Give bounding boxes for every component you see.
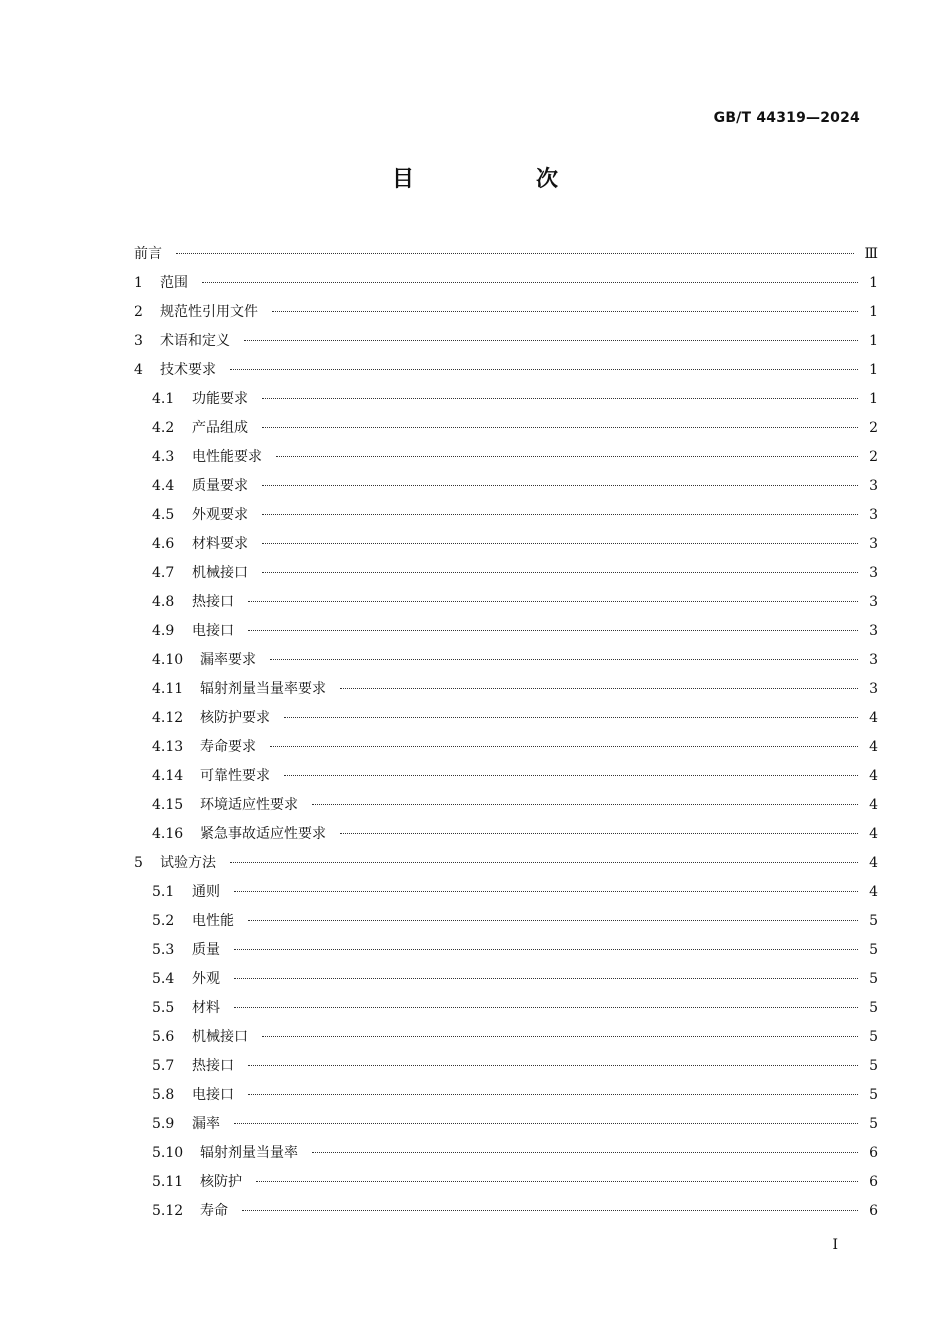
toc-entry-number: 4.1 — [152, 391, 175, 407]
toc-entry[interactable] — [134, 849, 878, 878]
toc-entry[interactable] — [134, 791, 878, 820]
toc-dot-leader — [284, 717, 858, 718]
toc-entry-label: 核防护 — [200, 1174, 242, 1190]
toc-dot-leader — [272, 311, 858, 312]
toc-entry-number: 5.4 — [152, 971, 175, 987]
toc-entry-label: 可靠性要求 — [200, 768, 270, 784]
toc-entry-number: 5.9 — [152, 1116, 175, 1132]
toc-dot-leader — [340, 688, 858, 689]
toc-dot-leader — [234, 949, 858, 950]
toc-entry-label: 寿命 — [200, 1203, 228, 1219]
toc-entry-page: Ⅲ — [864, 246, 878, 262]
toc-entry-page: 6 — [869, 1174, 878, 1190]
toc-entry-number: 4.3 — [152, 449, 175, 465]
toc-entry[interactable] — [134, 878, 878, 907]
toc-dot-leader — [262, 485, 858, 486]
toc-entry-page: 4 — [869, 826, 878, 842]
toc-entry-number: 1 — [134, 275, 143, 291]
toc-entry[interactable] — [134, 907, 878, 936]
toc-entry-page: 5 — [869, 1116, 878, 1132]
toc-entry[interactable] — [134, 675, 878, 704]
toc-entry[interactable] — [134, 820, 878, 849]
toc-entry[interactable] — [134, 617, 878, 646]
toc-entry[interactable] — [134, 443, 878, 472]
toc-dot-leader — [230, 862, 858, 863]
toc-entry-label: 技术要求 — [160, 362, 216, 378]
toc-entry-number: 4.11 — [152, 681, 184, 697]
toc-entry-page: 4 — [869, 797, 878, 813]
table-of-contents — [134, 240, 878, 1226]
toc-entry-label: 机械接口 — [192, 1029, 248, 1045]
toc-entry-label: 电性能要求 — [192, 449, 262, 465]
toc-entry[interactable] — [134, 1139, 878, 1168]
toc-entry-number: 5.3 — [152, 942, 175, 958]
toc-entry-label: 产品组成 — [192, 420, 248, 436]
toc-dot-leader — [276, 456, 858, 457]
toc-entry-page: 4 — [869, 884, 878, 900]
toc-entry-label: 术语和定义 — [160, 333, 230, 349]
toc-entry-page: 1 — [869, 333, 878, 349]
toc-entry-number: 3 — [134, 333, 143, 349]
toc-entry[interactable] — [134, 646, 878, 675]
toc-dot-leader — [234, 978, 858, 979]
toc-entry[interactable] — [134, 936, 878, 965]
toc-entry-number: 4 — [134, 362, 143, 378]
toc-entry[interactable] — [134, 472, 878, 501]
toc-entry-label: 漏率 — [192, 1116, 220, 1132]
toc-entry-number: 5.8 — [152, 1087, 175, 1103]
toc-entry-page: 1 — [869, 362, 878, 378]
toc-entry-label: 通则 — [192, 884, 220, 900]
toc-entry[interactable] — [134, 704, 878, 733]
toc-entry[interactable] — [134, 588, 878, 617]
toc-entry-page: 4 — [869, 768, 878, 784]
footer-page-number: Ⅰ — [832, 1237, 838, 1253]
toc-entry-number: 4.9 — [152, 623, 175, 639]
toc-entry[interactable] — [134, 501, 878, 530]
toc-entry-page: 3 — [869, 623, 878, 639]
toc-entry-number: 4.14 — [152, 768, 184, 784]
toc-entry[interactable] — [134, 530, 878, 559]
toc-entry-label: 质量 — [192, 942, 220, 958]
toc-entry-label: 电性能 — [192, 913, 234, 929]
toc-entry-label: 机械接口 — [192, 565, 248, 581]
toc-entry-page: 1 — [869, 391, 878, 407]
toc-entry[interactable] — [134, 1197, 878, 1226]
toc-entry[interactable] — [134, 327, 878, 356]
toc-entry-number: 5.7 — [152, 1058, 175, 1074]
toc-entry-page: 4 — [869, 855, 878, 871]
toc-entry-page: 4 — [869, 710, 878, 726]
toc-dot-leader — [284, 775, 858, 776]
toc-dot-leader — [270, 659, 858, 660]
toc-entry-label: 材料 — [192, 1000, 220, 1016]
toc-dot-leader — [248, 630, 858, 631]
toc-dot-leader — [262, 514, 858, 515]
toc-entry-number: 4.13 — [152, 739, 184, 755]
toc-entry-number: 5.2 — [152, 913, 175, 929]
toc-entry-page: 5 — [869, 1029, 878, 1045]
toc-dot-leader — [248, 920, 858, 921]
toc-dot-leader — [262, 543, 858, 544]
toc-entry-number: 2 — [134, 304, 143, 320]
toc-entry-page: 6 — [869, 1145, 878, 1161]
toc-entry-label: 外观 — [192, 971, 220, 987]
toc-dot-leader — [248, 601, 858, 602]
toc-dot-leader — [262, 398, 858, 399]
toc-entry[interactable] — [134, 762, 878, 791]
toc-dot-leader — [234, 1123, 858, 1124]
toc-entry-page: 1 — [869, 304, 878, 320]
toc-entry-label: 外观要求 — [192, 507, 248, 523]
toc-entry-page: 5 — [869, 913, 878, 929]
toc-entry[interactable] — [134, 559, 878, 588]
toc-entry[interactable] — [134, 240, 878, 269]
toc-entry-page: 5 — [869, 971, 878, 987]
toc-entry-number: 5.11 — [152, 1174, 184, 1190]
toc-entry[interactable] — [134, 965, 878, 994]
toc-dot-leader — [340, 833, 858, 834]
toc-dot-leader — [262, 1036, 858, 1037]
toc-entry-page: 2 — [869, 449, 878, 465]
toc-entry[interactable] — [134, 385, 878, 414]
toc-entry-page: 3 — [869, 478, 878, 494]
toc-entry-label: 功能要求 — [192, 391, 248, 407]
toc-entry-number: 4.5 — [152, 507, 175, 523]
toc-dot-leader — [256, 1181, 858, 1182]
toc-entry[interactable] — [134, 356, 878, 385]
toc-entry-number: 4.8 — [152, 594, 175, 610]
toc-dot-leader — [262, 427, 858, 428]
toc-dot-leader — [176, 253, 854, 254]
toc-entry-page: 3 — [869, 565, 878, 581]
toc-entry-page: 5 — [869, 942, 878, 958]
toc-entry-number: 4.2 — [152, 420, 175, 436]
toc-entry-page: 3 — [869, 652, 878, 668]
toc-entry-page: 3 — [869, 507, 878, 523]
toc-entry-number: 4.10 — [152, 652, 184, 668]
toc-entry-number: 4.12 — [152, 710, 184, 726]
toc-entry-page: 1 — [869, 275, 878, 291]
toc-entry[interactable] — [134, 994, 878, 1023]
toc-entry-label: 紧急事故适应性要求 — [200, 826, 326, 842]
toc-entry-page: 6 — [869, 1203, 878, 1219]
toc-entry-label: 辐射剂量当量率要求 — [200, 681, 326, 697]
toc-entry-page: 2 — [869, 420, 878, 436]
toc-dot-leader — [248, 1065, 858, 1066]
toc-dot-leader — [312, 804, 858, 805]
toc-entry-label: 漏率要求 — [200, 652, 256, 668]
toc-entry-page: 5 — [869, 1000, 878, 1016]
page-title: 目 次 — [391, 167, 608, 192]
toc-entry-number: 4.7 — [152, 565, 175, 581]
toc-entry-page: 3 — [869, 536, 878, 552]
toc-entry-label: 环境适应性要求 — [200, 797, 298, 813]
toc-entry-page: 3 — [869, 681, 878, 697]
toc-dot-leader — [248, 1094, 858, 1095]
toc-entry-label: 寿命要求 — [200, 739, 256, 755]
toc-entry-number: 5.6 — [152, 1029, 175, 1045]
toc-entry-number: 5 — [134, 855, 143, 871]
toc-dot-leader — [244, 340, 858, 341]
toc-entry-number: 5.1 — [152, 884, 175, 900]
toc-entry-label: 核防护要求 — [200, 710, 270, 726]
toc-entry[interactable] — [134, 1081, 878, 1110]
toc-entry-number: 4.4 — [152, 478, 175, 494]
toc-entry-number: 4.6 — [152, 536, 175, 552]
toc-entry-page: 4 — [869, 739, 878, 755]
toc-entry-label: 辐射剂量当量率 — [200, 1145, 298, 1161]
toc-entry[interactable] — [134, 1052, 878, 1081]
toc-entry-page: 3 — [869, 594, 878, 610]
toc-entry[interactable] — [134, 1023, 878, 1052]
toc-entry-number: 4.15 — [152, 797, 184, 813]
toc-entry[interactable] — [134, 414, 878, 443]
toc-dot-leader — [234, 1007, 858, 1008]
toc-entry[interactable] — [134, 298, 878, 327]
toc-entry-label: 质量要求 — [192, 478, 248, 494]
toc-entry-label: 电接口 — [192, 623, 234, 639]
toc-entry-label: 热接口 — [192, 594, 234, 610]
toc-entry-label: 试验方法 — [160, 855, 216, 871]
toc-dot-leader — [202, 282, 858, 283]
toc-entry-page: 5 — [869, 1087, 878, 1103]
toc-entry-number: 5.5 — [152, 1000, 175, 1016]
toc-dot-leader — [262, 572, 858, 573]
toc-entry-label: 前言 — [134, 246, 162, 262]
toc-entry[interactable] — [134, 1168, 878, 1197]
toc-entry[interactable] — [134, 269, 878, 298]
toc-entry-label: 电接口 — [192, 1087, 234, 1103]
toc-entry-page: 5 — [869, 1058, 878, 1074]
toc-dot-leader — [242, 1210, 858, 1211]
toc-entry[interactable] — [134, 1110, 878, 1139]
toc-dot-leader — [270, 746, 858, 747]
toc-entry-label: 规范性引用文件 — [160, 304, 258, 320]
toc-entry-number: 5.12 — [152, 1203, 184, 1219]
toc-dot-leader — [234, 891, 858, 892]
toc-entry-number: 4.16 — [152, 826, 184, 842]
toc-entry[interactable] — [134, 733, 878, 762]
toc-dot-leader — [312, 1152, 858, 1153]
standard-code: GB/T 44319—2024 — [713, 110, 860, 126]
toc-entry-label: 材料要求 — [192, 536, 248, 552]
toc-entry-label: 范围 — [160, 275, 188, 291]
toc-entry-number: 5.10 — [152, 1145, 184, 1161]
toc-dot-leader — [230, 369, 858, 370]
toc-entry-label: 热接口 — [192, 1058, 234, 1074]
